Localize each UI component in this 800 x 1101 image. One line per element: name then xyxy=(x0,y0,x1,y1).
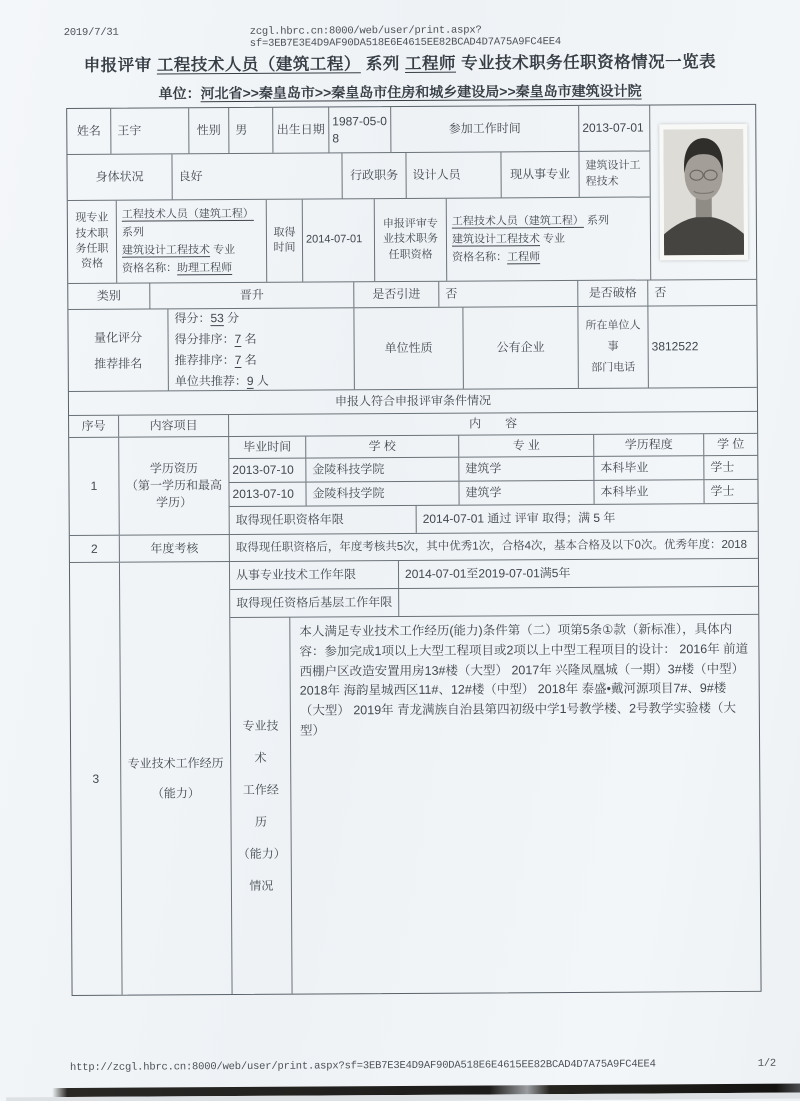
unit-value: 河北省>>秦皇岛市>>秦皇岛市住房和城乡建设局>>秦皇岛市建筑设计院 xyxy=(200,82,642,102)
row-score xyxy=(68,306,756,392)
unit-line xyxy=(0,80,800,105)
apply-qual-content: 工程技术人员（建筑工程） 系列 建筑设计工程技术 专业 资格名称：工程师 xyxy=(451,214,609,264)
col-no-header: 序号 xyxy=(69,416,119,437)
work-start-label: 参加工作时间 xyxy=(391,106,579,152)
print-header-url: zcgl.hbrc.cn:8000/web/user/print.aspx?sf=3EB7E3E4D9AF90DA518E6E4615EE82BCAD4D7A75A9FC4EE4 xyxy=(249,24,561,50)
work-start-value: 2013-07-01 xyxy=(582,120,644,135)
edu2-school: 金陵科技学院 xyxy=(306,482,459,506)
experience-detail-text: 本人满足专业技术工作经历(能力)条件第（二）项第5条①款（新标准），具体内容：参加完成1项以上大型工程项目或2项以上中型工程项目的设计： 2016年 前道西棚户区改造安置用房13#楼（大型） 2017年 兴隆凤凰城（一期）3#楼（中型） 2018年 海韵星城西区11#、12#楼（中型） 2018年 泰盛•戴河源项目7#、9#楼（大型） 2019年 青龙满族自治县第四初级中学1号教学楼、2号教学实验楼（大型） xyxy=(299,621,749,738)
item3-content xyxy=(230,559,761,994)
print-date: 2019/7/31 xyxy=(63,26,119,40)
birth-value: 1987-05-08 xyxy=(329,107,391,152)
edu-header-date: 毕业时间 xyxy=(229,437,306,458)
col-content-header: 内 容 xyxy=(469,416,518,431)
browser-print-header xyxy=(64,23,766,51)
category-value: 晋升 xyxy=(150,282,354,308)
obtain-time-label: 取得时间 xyxy=(267,200,304,282)
obtain-time-value: 2014-07-01 xyxy=(303,199,375,281)
page-number: 1/2 xyxy=(757,1057,777,1070)
qualification-table xyxy=(66,104,761,996)
row-basic-2 xyxy=(67,151,649,201)
edu-header-degree: 学 位 xyxy=(717,437,745,452)
unit-type-label: 单位性质 xyxy=(354,308,463,390)
item1-content xyxy=(229,434,758,534)
apply-qual-label: 申报评审专业技术职务任职资格 xyxy=(375,199,447,281)
current-qual-label: 现专业技术职务任职资格 xyxy=(68,201,117,283)
exception-label: 是否破格 xyxy=(578,280,648,305)
admin-post-value: 设计人员 xyxy=(406,152,501,198)
item2-no: 2 xyxy=(70,536,120,562)
edu-header-row xyxy=(229,434,757,459)
title-suffix: 专业技术职务任职资格情况一览表 xyxy=(455,53,717,73)
item1-label: 学历资历 （第一学历和最高 学历） xyxy=(119,437,230,535)
row-basic-1 xyxy=(67,105,649,155)
grassroots-label: 取得现任资格后基层工作年限 xyxy=(230,589,399,617)
profession-value: 建筑设计工程技术 xyxy=(585,159,641,188)
top-section xyxy=(67,105,756,284)
grassroots-row xyxy=(230,587,758,618)
tenure-value: 2014-07-01 通过 评审 取得；满 5 年 xyxy=(422,510,616,526)
edu-header-major: 专 业 xyxy=(459,435,594,457)
title-series: 工程技术人员（建筑工程） xyxy=(156,55,361,75)
edu1-level: 本科毕业 xyxy=(594,456,704,480)
edu-row-1 xyxy=(229,456,757,483)
page-title xyxy=(0,48,800,77)
title-rank: 工程师 xyxy=(404,54,457,73)
edu-header-school: 学 校 xyxy=(306,436,459,458)
portrait-photo-graphic xyxy=(663,129,744,255)
item2-value: 取得现任职资格后，年度考核共5次，其中优秀1次，合格4次，基本合格及以下0次。优秀年度：2018 xyxy=(235,538,748,554)
edu-header-level: 学历程度 xyxy=(594,434,704,456)
conditions-section-title: 申报人符合申报评审条件情况 xyxy=(334,393,492,409)
item3-no: 3 xyxy=(70,563,123,995)
gender-label: 性别 xyxy=(189,108,229,153)
experience-detail-label: 专业技术 工作经历 （能力） 情况 xyxy=(230,618,292,994)
score-lines: 得分：53 分 得分排序：7 名 推荐排序：7 名 单位共推荐：9 人 xyxy=(168,308,354,390)
title-mid: 系列 xyxy=(360,54,406,74)
tenure-row xyxy=(230,504,758,534)
item2-label: 年度考核 xyxy=(120,535,230,562)
work-years-row xyxy=(230,559,758,590)
edu2-level: 本科毕业 xyxy=(594,480,704,504)
health-value: 良好 xyxy=(172,153,342,199)
grassroots-value xyxy=(399,587,758,616)
profession-label: 现从事专业 xyxy=(501,152,579,197)
work-years-label: 从事专业技术工作年限 xyxy=(230,561,399,589)
photo-cell xyxy=(649,105,756,280)
edu1-major: 建筑学 xyxy=(459,457,594,481)
hr-phone-label: 所在单位人事 部门电话 xyxy=(578,306,648,387)
tenure-label: 取得现任职资格年限 xyxy=(230,506,417,534)
import-label: 是否引进 xyxy=(354,282,439,308)
edu-row-2 xyxy=(229,480,757,507)
hr-phone-value: 3812522 xyxy=(651,339,699,354)
item1-no: 1 xyxy=(69,438,120,535)
edu2-major: 建筑学 xyxy=(459,481,594,505)
name-value: 王宇 xyxy=(111,108,189,153)
health-label: 身体状况 xyxy=(67,154,172,200)
exception-value: 否 xyxy=(654,285,667,300)
work-years-value: 2014-07-01至2019-07-01满5年 xyxy=(404,566,571,582)
row-qualifications xyxy=(68,197,650,283)
current-qual-content: 工程技术人员（建筑工程） 系列 建筑设计工程技术 专业 资格名称：助理工程师 xyxy=(117,200,267,283)
browser-print-footer xyxy=(70,1058,776,1074)
top-left-rows xyxy=(67,105,650,283)
unit-label: 单位： xyxy=(158,85,201,102)
unit-type-value: 公有企业 xyxy=(463,307,578,389)
row-item2-assessment xyxy=(70,532,758,563)
import-value: 否 xyxy=(439,281,578,307)
title-prefix: 申报评审 xyxy=(83,56,157,75)
item3-label: 专业技术工作经历 （能力） xyxy=(120,562,233,995)
applicant-photo xyxy=(659,124,748,261)
category-label: 类别 xyxy=(68,284,150,310)
row-item3-experience xyxy=(70,559,761,995)
score-rank-label: 量化评分 推荐排名 xyxy=(68,309,168,391)
name-label: 姓名 xyxy=(67,109,111,154)
edu1-school: 金陵科技学院 xyxy=(306,458,459,482)
col-item-header: 内容项目 xyxy=(119,415,229,437)
experience-detail-row xyxy=(230,615,760,994)
edu1-degree: 学士 xyxy=(710,460,735,475)
admin-post-label: 行政职务 xyxy=(342,153,406,198)
gender-value: 男 xyxy=(229,108,273,153)
edu1-date: 2013-07-10 xyxy=(229,459,306,482)
print-footer-url: http://zcgl.hbrc.cn:8000/web/user/print.aspx?sf=3EB7E3E4D9AF90DA518E6E4615EE82BCAD4D7A75A9FC4EE4 xyxy=(69,1058,656,1075)
birth-label: 出生日期 xyxy=(273,107,329,152)
row-item1-education xyxy=(69,434,758,536)
edu2-date: 2013-07-10 xyxy=(229,483,306,506)
edu2-degree: 学士 xyxy=(710,484,735,499)
